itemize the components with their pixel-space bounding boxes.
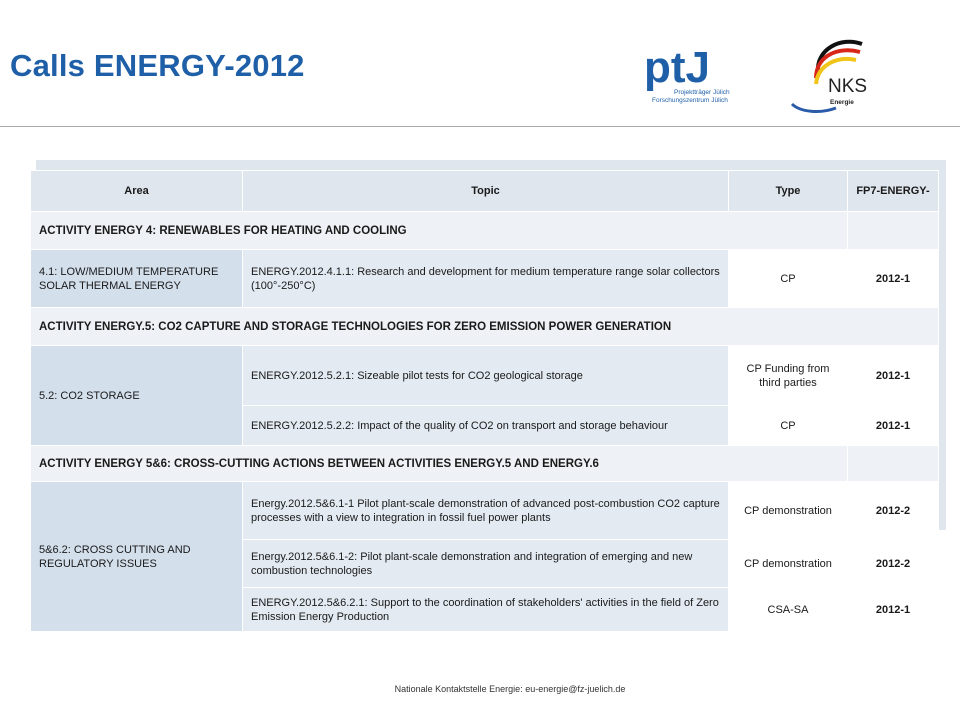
type-cell: CP bbox=[729, 250, 848, 308]
fp7-cell: 2012-2 bbox=[848, 540, 939, 588]
nks-sub: Energie bbox=[830, 99, 854, 106]
area-cell: 5.2: CO2 STORAGE bbox=[31, 346, 243, 446]
fp7-cell: 2012-1 bbox=[848, 588, 939, 632]
topic-cell: ENERGY.2012.4.1.1: Research and development for medium temperature range solar collectors (100°-250°C) bbox=[243, 250, 729, 308]
type-cell: CP demonstration bbox=[729, 482, 848, 540]
type-cell: CP bbox=[729, 406, 848, 446]
header-type: Type bbox=[729, 171, 848, 212]
topic-cell: ENERGY.2012.5.2.2: Impact of the quality of CO2 on transport and storage behaviour bbox=[243, 406, 729, 446]
activity-4-heading: ACTIVITY ENERGY 4: RENEWABLES FOR HEATING AND COOLING bbox=[31, 212, 848, 250]
activity-row bbox=[31, 212, 939, 250]
calls-table bbox=[30, 170, 939, 632]
activity-row bbox=[31, 446, 939, 482]
fp7-cell: 2012-1 bbox=[848, 406, 939, 446]
fp7-cell: 2012-2 bbox=[848, 482, 939, 540]
fp7-cell: 2012-1 bbox=[848, 346, 939, 406]
activity-56-heading: ACTIVITY ENERGY 5&6: CROSS-CUTTING ACTIONS BETWEEN ACTIVITIES ENERGY.5 AND ENERGY.6 bbox=[31, 446, 848, 482]
nks-logo bbox=[792, 42, 867, 112]
fp7-cell: 2012-1 bbox=[848, 250, 939, 308]
activity-56-blank bbox=[848, 446, 939, 482]
ptj-logo-mark: ptJ bbox=[644, 43, 710, 92]
activity-row bbox=[31, 308, 939, 346]
topic-cell: Energy.2012.5&6.1-2: Pilot plant-scale demonstration and integration of emerging and new combustion technologies bbox=[243, 540, 729, 588]
nks-name: NKS bbox=[828, 76, 868, 97]
slide-footer: Nationale Kontaktstelle Energie: eu-energie@fz-juelich.de bbox=[394, 684, 626, 694]
table-row bbox=[31, 250, 939, 308]
slide-title: Calls ENERGY-2012 bbox=[10, 48, 305, 83]
header-area: Area bbox=[31, 171, 243, 212]
topic-cell: ENERGY.2012.5&6.2.1: Support to the coordination of stakeholders' activities in the field of Zero Emission Energy Production bbox=[243, 588, 729, 632]
table-row bbox=[31, 482, 939, 540]
table-header-row bbox=[31, 171, 939, 212]
logos bbox=[640, 34, 940, 114]
table-row bbox=[31, 346, 939, 406]
activity-4-blank bbox=[848, 212, 939, 250]
ptj-logo bbox=[644, 43, 730, 104]
title-divider bbox=[0, 126, 960, 127]
topic-cell: Energy.2012.5&6.1-1 Pilot plant-scale demonstration of advanced post-combustion CO2 capture processes with a view to integration in fossil fuel power plants bbox=[243, 482, 729, 540]
type-cell: CP demonstration bbox=[729, 540, 848, 588]
type-cell: CSA-SA bbox=[729, 588, 848, 632]
header-topic: Topic bbox=[243, 171, 729, 212]
header-fp7: FP7-ENERGY- bbox=[848, 171, 939, 212]
area-cell: 5&6.2: CROSS CUTTING AND REGULATORY ISSUES bbox=[31, 482, 243, 632]
type-cell: CP Funding from third parties bbox=[729, 346, 848, 406]
topic-cell: ENERGY.2012.5.2.1: Sizeable pilot tests for CO2 geological storage bbox=[243, 346, 729, 406]
area-cell: 4.1: LOW/MEDIUM TEMPERATURE SOLAR THERMAL ENERGY bbox=[31, 250, 243, 308]
activity-5-heading: ACTIVITY ENERGY.5: CO2 CAPTURE AND STORAGE TECHNOLOGIES FOR ZERO EMISSION POWER GENERATION bbox=[31, 308, 939, 346]
ptj-logo-line2: Forschungszentrum Jülich bbox=[652, 97, 728, 104]
background-table-shadow-right bbox=[938, 172, 946, 530]
ptj-logo-line1: Projektträger Jülich bbox=[674, 89, 730, 96]
